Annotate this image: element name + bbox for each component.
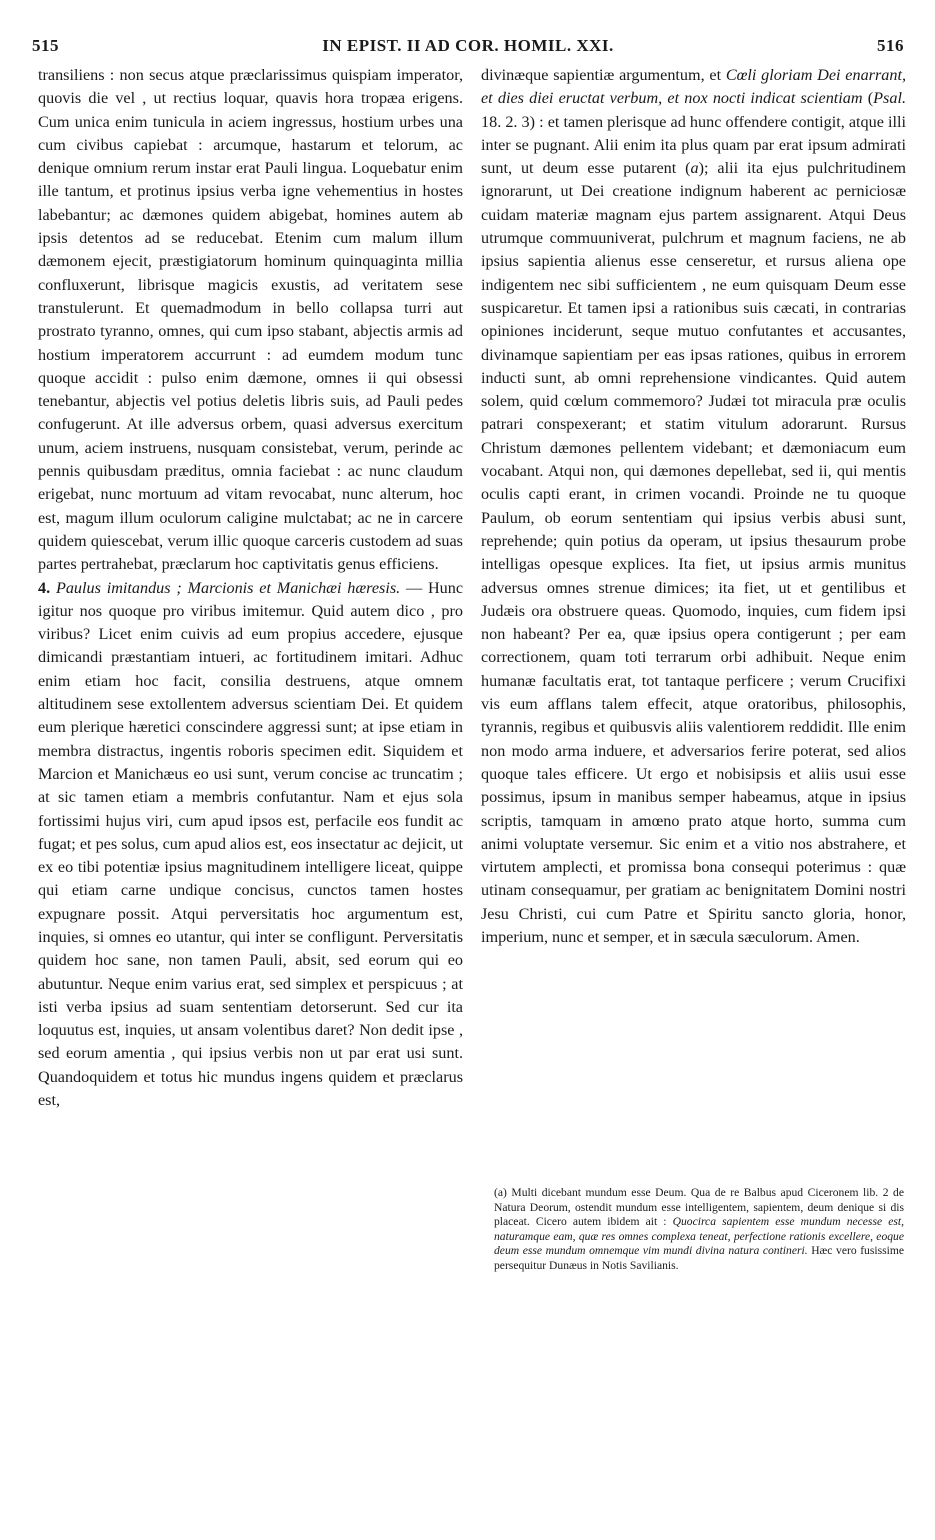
text-run: divinæque sapientiæ argumentum, et	[481, 66, 726, 84]
footnote-quote: Quocirca sapientem esse mundum necesse est, naturamque eam, quæ res omnes complexa teneat, perfectione rationis excellere, eoque deum esse mundum omnemque vim mundi divina natura contineri.	[494, 1215, 904, 1258]
page-number-left: 515	[32, 36, 59, 55]
footnote	[494, 1186, 904, 1274]
text-run: ); alii ita ejus pulchritudinem ignorarunt, ut Dei creatione indignum haberent ac perniciosæ cuidam materiæ magnam ejus partem assignarent. Atqui Deus utrumque commuuniverat, pulchrum et magnum faciens, ne ab ipsius sapientia alienus esse censeretur, et rursus aliena ope indigentem nec sibi sufficientem , ne eum quisquam Deum esse suspicaretur. Et tamen ipsi a rationibus suis cæcati, in contrarias opiniones inciderunt, seque mutuo confutantes et accusantes, divinamque sapientiam per eas ipsas rationes, quibus in errorem inducti sunt, ab omni reprehensione vindicantes. Quid autem solem, quid cœlum commemoro? Judæi tot miracula præ oculis patrari conspexerant; et statim vitulum adorarunt. Rursus Christum dæmones pellentem videbant; et dæmoniacum eum vocabant. Atqui non, qui dæmones depellebat, sed ii, qui mentis oculis capti erant, in crimen vocandi. Proinde ne tu quoque Paulum, ob eorum sententiam qui ipsius verbis abusi sunt, reprehende; quin potius da operam, ut ipsius thesaurum probe intelligas opesque explices. Ita fiet, ut ipsius armis munitus adversus omnes strenue dimices; ita fiet, ut et gentilibus et Judæis ora obstruere queas. Quomodo, inquies, cum fidem ipsi non habeant? Per ea, quæ ipsius opera contigerunt ; per eam correctionem, quam toti terrarum orbi adhibuit. Neque enim humanæ facultatis erat, tot tantaque perficere ; verum Crucifixi vis eum afflans talem effecit, atque oratoribus, philosophis, tyrannis, regibus et quibusvis aliis valentiorem reddidit. Ille enim non modo arma induere, et adversarios ferire poterat, sed alios quoque tales efficere. Ut ergo et nobisipsis et aliis usui esse possimus, ipsum in manibus semper habeamus, atque in ipsius scriptis, tamquam in amœno prato atque horto, summa cum animi voluptate versemur. Sic enim et a vitio nos abstrahere, et virtutem amplecti, et promissa bona consequi poterimus : quæ utinam consequamur, per gratiam ac benignitatem Domini nostri Jesu Christi, cui cum Patre et Spiritu sancto gloria, honor, imperium, nunc et semper, et in sæcula sæculorum. Amen.	[481, 159, 906, 946]
section-body: Hunc igitur nos quoque pro viribus imitemur. Quid autem dico , pro viribus? Licet enim cuivis ad eum propius accedere, ejusque dimicandi præstantiam intueri, ac fortitudinem imitari. Adhuc enim etiam hoc facit, consilia destruens, atque omnem altitudinem sese extollentem adversus scientiam Dei. Et quidem eum plerique hæretici conscindere aggressi sunt; at ipse etiam in membra distractus, ingentis roboris specimen edit. Siquidem et Marcion et Manichæus eo usi sunt, verum concise ac truncatim ; at sic tamen etiam a membris confutantur. Nam et ejus sola fortissimi hujus viri, cum apud ipsos est, perfacile eos fundit ac fugat; et pes solus, cum apud alios est, eos insectatur ac dejicit, ut ex eo tibi potentiæ ipsius magnitudinem intelligere liceat, quippe qui etiam carne undique concisus, cunctos tamen hostes expugnare possit. Atqui perversitatis hoc argumentum est, inquies, si omnes eo utantur, qui inter se confligunt. Perversitatis quidem hoc sane, non tamen Pauli, absit, sed eorum qui eo abutuntur. Neque enim varius erat, sed simplex et perspicuus ; at isti verba ipsius ad suam sententiam detorserunt. Sed cur ita loquutus est, inquies, ut ansam volentibus daret? Non dedit ipse , sed eorum amentia , qui ipsius verbis non ut par erat usi sunt. Quandoquidem et totus hic mundus ingens quidem et præclarus est,	[38, 578, 464, 1110]
footnote-text-end: Hæc vero fusissime persequitur Dunæus in Notis Savilianis.	[494, 1244, 904, 1272]
scripture-quote: Cœli gloriam Dei enarrant, et dies diei eructat verbum, et nox nocti indicat scientiam	[481, 66, 906, 108]
right-paragraph	[481, 64, 906, 949]
text-run: (	[862, 89, 874, 108]
section-dash: —	[400, 578, 428, 597]
footnote-text: Multi dicebant mundum esse Deum. Qua de re Balbus apud Ciceronem lib. 2 de Natura Deorum, ostendit mundum esse intelligentem, sapientem, deum denique si dis placeat. Cicero autem ibidem ait :	[494, 1186, 904, 1229]
left-column	[38, 64, 463, 1112]
section-number: 4.	[38, 578, 51, 597]
footnote-marker: a	[690, 159, 699, 178]
footnote-label: (a)	[494, 1186, 507, 1199]
text-run: 18. 2. 3) : et tamen plerisque ad hunc offendere contigit, atque illi inter se pugnant. Alii enim ita plus quam par erat ipsum admirati sunt, ut deum esse putarent (	[481, 112, 906, 178]
page-number-right: 516	[877, 36, 904, 55]
section-heading: Paulus imitandus ; Marcionis et Manichæi hæresis.	[55, 578, 401, 597]
section-paragraph	[38, 577, 463, 1113]
running-title: IN EPIST. II AD COR. HOMIL. XXI.	[322, 36, 614, 55]
scripture-reference: Psal.	[873, 89, 906, 108]
running-header	[32, 36, 904, 62]
right-column	[481, 64, 906, 949]
paragraph-continued: transiliens : non secus atque præclarissimus quispiam imperator, quovis die vel , ut rectius loquar, quavis hora tropæa erigens. Cum unica enim tunicula in aciem ingressus, hostium urbes una cum civibus capiebat : arcumque, hastarum et telorum, ac denique omnium rerum instar erat Pauli lingua. Loquebatur enim ille tantum, et protinus ipsius verba igne vehementius in hostes labebantur; ac dæmones quidem abigebat, homines autem ab ipsis detentos ad se reducebat. Etenim cum malum illum dæmonem ejecit, præstigiatorum hominum quinquaginta millia confluxerunt, librisque magicis exustis, ad veritatem sese transtulerunt. Et quemadmodum in bello collapsa turri aut prostrato tyranno, omnes, qui cum ipso stabant, abjectis armis ad hostium imperatorem accurrunt : ad eumdem modum tunc quoque accidit : pulso enim dæmone, omnes ii qui obsessi tenebantur, abjectis vel potius deletis libris suis, ad Pauli pedes confugerunt. At ille adversus orbem, quasi adversus exercitum unum, aciem instruens, nusquam consistebat, verum, perinde ac pennis quibusdam præditus, omnia faciebat : ac nunc claudum erigebat, nunc mortuum ad vitam revocabat, nunc alterum, hoc est, magum illum oculorum caligine mulctabat; ac ne in carcere quidem quiescebat, verum illic quoque carceris custodem ad suas partes pertrahebat, præclarum hoc captivitatis genus efficiens.	[38, 66, 463, 574]
